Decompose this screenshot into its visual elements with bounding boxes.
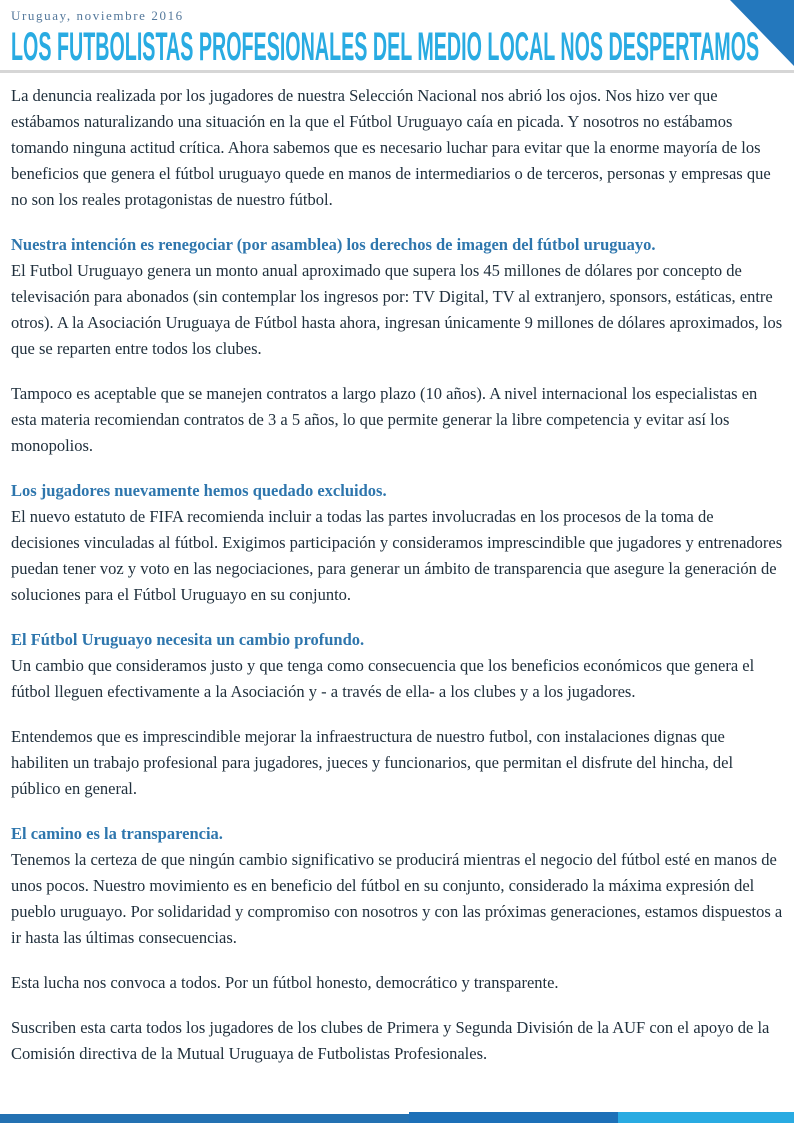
section-heading: El Fútbol Uruguayo necesita un cambio profundo. bbox=[11, 630, 365, 649]
footer-bar bbox=[0, 1111, 794, 1123]
footer-bar-segment-right bbox=[618, 1112, 794, 1123]
paragraph: El nuevo estatuto de FIFA recomienda incluir a todas las partes involucradas en los procesos de la toma de decisiones vinculadas al fútbol. Exigimos participación y consideramos imprescindible que jugadores y entrenadores puedan tener voz y voto en las negociaciones, para generar un ámbito de transparencia que asegure la generación de soluciones para el Fútbol Uruguayo en su conjunto. bbox=[11, 507, 783, 604]
paragraph: Un cambio que consideramos justo y que tenga como consecuencia que los beneficios económicos que genera el fútbol lleguen efectivamente a la Asociación y - a través de ella- a los clubes y a los jugadores. bbox=[11, 656, 755, 701]
paragraph: Tampoco es aceptable que se manejen contratos a largo plazo (10 años). A nivel internacional los especialistas en esta materia recomiendan contratos de 3 a 5 años, lo que permite generar la libre competencia y evitar así los monopolios. bbox=[11, 384, 758, 455]
footer-bar-segment-left bbox=[0, 1114, 409, 1123]
paragraph: Tenemos la certeza de que ningún cambio significativo se producirá mientras el negocio del fútbol esté en manos de unos pocos. Nuestro movimiento es en beneficio del fútbol en su conjunto, considerado la máxima expresión del pueblo uruguayo. Por solidaridad y compromiso con nosotros y con las próximas generaciones, estamos dispuestos a ir hasta las últimas consecuencias. bbox=[11, 850, 783, 947]
footer-bar-segment-mid bbox=[409, 1112, 618, 1123]
paragraph: La denuncia realizada por los jugadores de nuestra Selección Nacional nos abrió los ojos. Nos hizo ver que estábamos naturalizando una situación en la que el Fútbol Uruguayo caía en picada. Y nosotros no estábamos tomando ninguna actitud crítica. Ahora sabemos que es necesario luchar para evitar que la enorme mayoría de los beneficios que genera el fútbol uruguayo quede en manos de intermediarios o de terceros, personas y empresas que no son los reales protagonistas de nuestro fútbol. bbox=[11, 86, 771, 209]
date-line: Uruguay, noviembre 2016 bbox=[11, 8, 184, 23]
paragraph: Entendemos que es imprescindible mejorar la infraestructura de nuestro futbol, con instalaciones dignas que habiliten un trabajo profesional para jugadores, jueces y funcionarios, que permitan el disfrute del hincha, del público en general. bbox=[11, 727, 734, 798]
page-title-text: LOS FUTBOLISTAS PROFESIONALES DEL MEDIO LOCAL NOS DESPERTAMOS bbox=[11, 25, 760, 69]
section-heading: El camino es la transparencia. bbox=[11, 824, 223, 843]
section-heading: Nuestra intención es renegociar (por asamblea) los derechos de imagen del fútbol uruguayo. bbox=[11, 235, 656, 254]
section-heading: Los jugadores nuevamente hemos quedado excluidos. bbox=[11, 481, 387, 500]
paragraph: Esta lucha nos convoca a todos. Por un fútbol honesto, democrático y transparente. bbox=[11, 973, 559, 992]
paragraph: El Futbol Uruguayo genera un monto anual aproximado que supera los 45 millones de dólares por concepto de televisación para abonados (sin contemplar los ingresos por: TV Digital, TV al extranjero, sponsors, estáticas, entre otros). A la Asociación Uruguaya de Fútbol hasta ahora, ingresan únicamente 9 millones de dólares aproximados, los que se reparten entre todos los clubes. bbox=[11, 261, 783, 358]
paragraph: Suscriben esta carta todos los jugadores de los clubes de Primera y Segunda División de la AUF con el apoyo de la Comisión directiva de la Mutual Uruguaya de Futbolistas Profesionales. bbox=[11, 1018, 770, 1063]
page-title bbox=[11, 25, 784, 69]
letter-body bbox=[11, 73, 784, 1067]
